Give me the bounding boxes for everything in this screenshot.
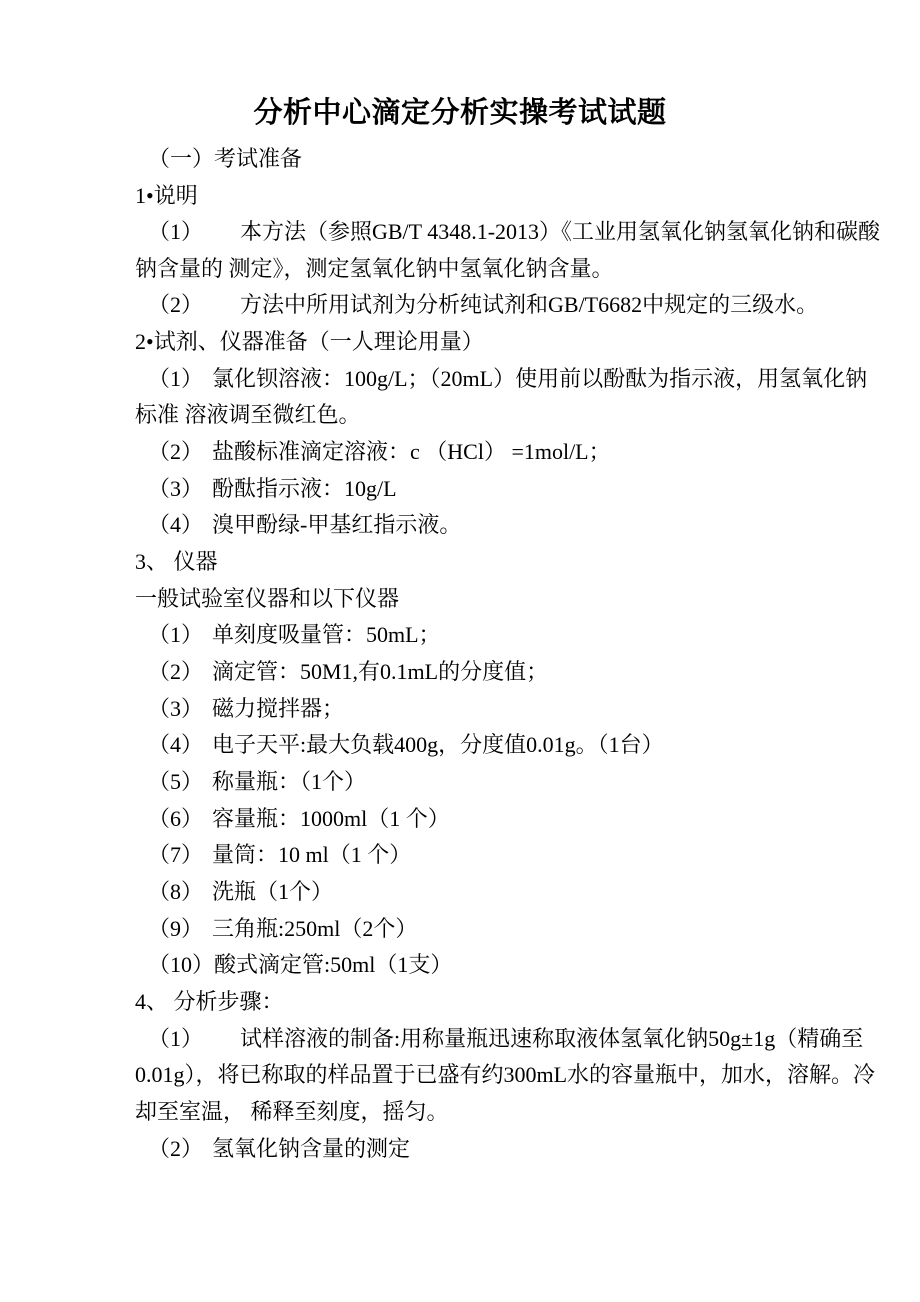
doc-line — [148, 621, 441, 648]
section-heading: （一）考试准备 — [148, 146, 303, 171]
line-text: 方法中所用试剂为分析纯试剂和GB/T6682中规定的三级水。 — [240, 292, 819, 317]
doc-line — [148, 291, 818, 318]
doc-line — [148, 475, 397, 502]
item-number: （2） — [148, 1136, 204, 1161]
doc-line — [148, 1025, 863, 1052]
item-number: （1） — [148, 366, 204, 391]
doc-line — [148, 511, 461, 538]
line-text: 盐酸标准滴定溶液：c （HCl） =1mol/L； — [212, 439, 611, 464]
item-number: （5） — [148, 769, 204, 794]
item-number: （8） — [148, 879, 204, 904]
doc-line — [148, 878, 333, 905]
line-text: 溴甲酚绿-甲基红指示液。 — [212, 512, 462, 537]
doc-line: 却至室温， 稀释至刻度，摇匀。 — [135, 1099, 449, 1124]
doc-line: 0.01g），将已称取的样品置于已盛有约300mL水的容量瓶中，加水，溶解。冷 — [135, 1062, 876, 1087]
line-text: 称量瓶：（1个） — [212, 769, 367, 794]
line-text: 氯化钡溶液：100g/L；（20mL）使用前以酚酞为指示液，用氢氧化钠 — [212, 366, 868, 391]
line-text: 量筒：10 ml（1 个） — [212, 842, 412, 867]
item-number: （9） — [148, 916, 204, 941]
line-text: 磁力搅拌器； — [212, 696, 345, 721]
item-number: （2） — [148, 292, 204, 317]
line-text: 洗瓶（1个） — [212, 879, 334, 904]
line-text: 氢氧化钠含量的测定 — [212, 1136, 411, 1161]
document-title: 分析中心滴定分析实操考试试题 — [253, 97, 667, 129]
item-number: （6） — [148, 806, 204, 831]
item-number: （3） — [148, 476, 204, 501]
doc-line — [148, 365, 867, 392]
doc-line: 一般试验室仪器和以下仪器 — [135, 586, 400, 611]
line-text: 三角瓶:250ml（2个） — [212, 916, 418, 941]
line-text: 酚酞指示液：10g/L — [212, 476, 397, 501]
heading-4: 4、 分析步骤： — [135, 989, 284, 1014]
item-number: （2） — [148, 439, 204, 464]
line-text: 容量瓶：1000ml（1 个） — [212, 806, 450, 831]
doc-line — [148, 658, 548, 685]
doc-line — [148, 1135, 410, 1162]
item-number: （1） — [148, 622, 204, 647]
item-number: （4） — [148, 512, 204, 537]
heading-2: 2•试剂、仪器准备（一人理论用量） — [135, 329, 484, 354]
doc-line — [148, 915, 417, 942]
item-number: （2） — [148, 659, 204, 684]
line-text: 滴定管：50M1,有0.1mL的分度值； — [212, 659, 549, 684]
item-number: （4） — [148, 732, 204, 757]
line-text: 单刻度吸量管：50mL； — [212, 622, 441, 647]
line-text: 酸式滴定管:50ml（1支） — [214, 952, 453, 977]
doc-line — [148, 695, 344, 722]
line-text: 电子天平:最大负载400g，分度值0.01g。（1台） — [212, 732, 664, 757]
doc-line — [148, 731, 664, 758]
item-number: （3） — [148, 696, 204, 721]
doc-line: 钠含量的 测定》，测定氢氧化钠中氢氧化钠含量。 — [135, 256, 614, 281]
doc-line — [148, 951, 452, 978]
item-number: （7） — [148, 842, 204, 867]
heading-3: 3、 仪器 — [135, 549, 218, 574]
line-text: 本方法（参照GB/T 4348.1-2013）《工业用氢氧化钠氢氧化钠和碳酸 — [240, 219, 881, 244]
item-number: （10） — [148, 952, 215, 977]
heading-1: 1•说明 — [135, 183, 198, 208]
doc-line: 标准 溶液调至微红色。 — [135, 402, 361, 427]
item-number: （1） — [148, 219, 204, 244]
doc-line — [148, 438, 611, 465]
doc-line — [148, 805, 450, 832]
item-number: （1） — [148, 1026, 204, 1051]
doc-line — [148, 768, 366, 795]
line-text: 试样溶液的制备:用称量瓶迅速称取液体氢氧化钠50g±1g（精确至 — [240, 1026, 864, 1051]
doc-line — [148, 218, 880, 245]
doc-line — [148, 841, 411, 868]
